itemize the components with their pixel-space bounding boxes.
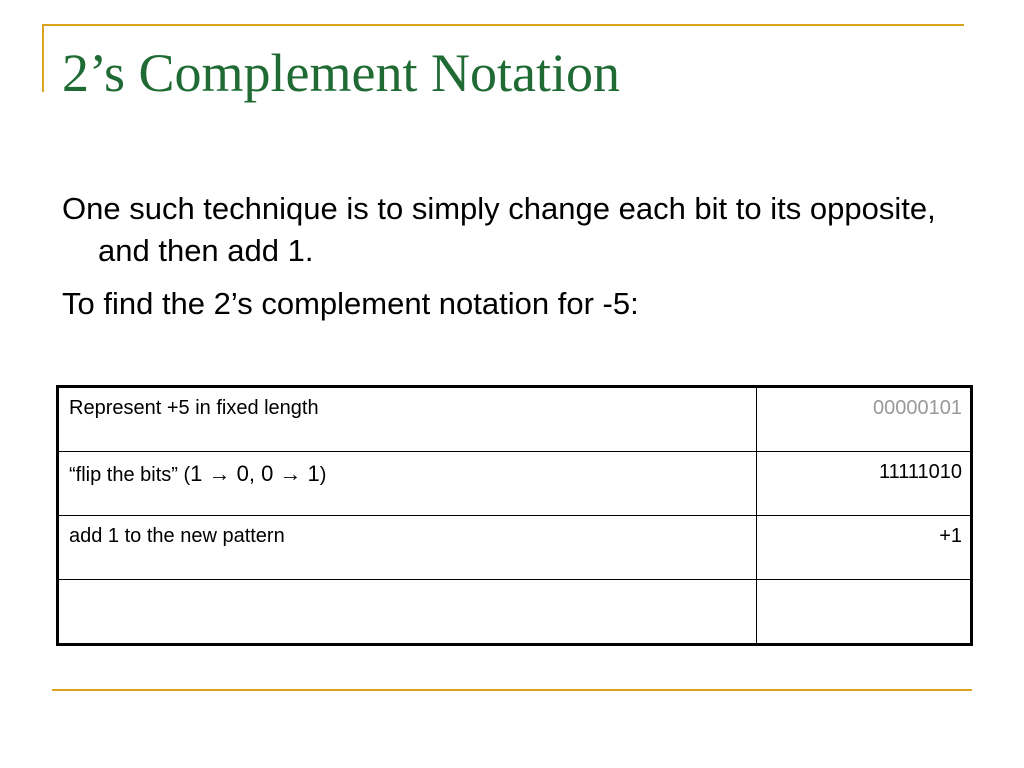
step-cell [58, 452, 757, 516]
step-arrow-expression: 1 → 0, 0 → 1 [190, 461, 320, 486]
step-prefix: “flip the bits” ( [69, 464, 191, 486]
step-cell: Represent +5 in fixed length [58, 387, 757, 452]
value-cell: 11111010 [757, 452, 972, 516]
table-row [58, 580, 972, 645]
table-row [58, 516, 972, 580]
slide-body [62, 188, 962, 336]
bottom-accent-line [52, 689, 972, 691]
steps-table [56, 385, 973, 646]
paragraph-technique: One such technique is to simply change each bit to its opposite, and then add 1. [62, 191, 936, 268]
table-row [58, 387, 972, 452]
value-cell [757, 580, 972, 645]
step-suffix: ) [319, 464, 327, 486]
step-cell [58, 580, 757, 645]
top-accent-line [42, 24, 964, 26]
table-row [58, 452, 972, 516]
value-cell: 00000101 [757, 387, 972, 452]
left-accent-line [42, 24, 44, 92]
paragraph-find-complement: To find the 2’s complement notation for -5: [62, 286, 639, 321]
step-cell: add 1 to the new pattern [58, 516, 757, 580]
slide-title: 2’s Complement Notation [62, 43, 620, 103]
value-cell: +1 [757, 516, 972, 580]
